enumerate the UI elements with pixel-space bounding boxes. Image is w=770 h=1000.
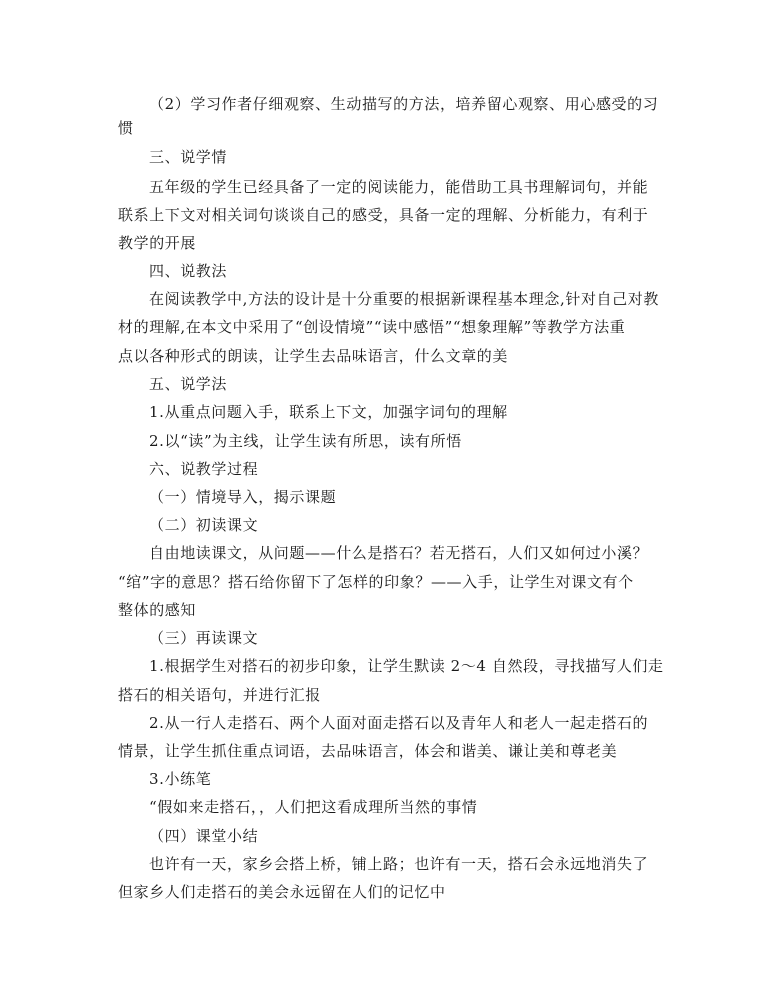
subheading-introduction: （一）情境导入，揭示课题: [149, 488, 337, 506]
subheading-first-reading: （二）初读课文: [149, 516, 259, 534]
text-line-teaching-method-3: 点以各种形式的朗读，让学生去品味语言，什么文章的美: [118, 347, 509, 365]
subheading-summary: （四）课堂小结: [149, 827, 259, 845]
text-line-summary-2: 但家乡人们走搭石的美会永远留在人们的记忆中: [118, 883, 446, 901]
subheading-second-reading: （三）再读课文: [149, 629, 259, 647]
section-heading-learners: 三、说学情: [149, 148, 228, 166]
text-line-teaching-method-2: 材的理解,在本文中采用了“创设情境”“读中感悟”“想象理解”等教学方法重: [118, 318, 626, 336]
text-line-second-reading-3: 2.从一行人走搭石、两个人面对面走搭石以及青年人和老人一起走搭石的: [149, 714, 649, 732]
text-line-teaching-method-1: 在阅读教学中,方法的设计是十分重要的根据新课程基本理念,针对自己对教: [149, 290, 659, 308]
text-line-objective-2-cont: 惯: [118, 119, 134, 137]
text-line-second-reading-2: 搭石的相关语句，并进行汇报: [118, 686, 321, 704]
text-line-first-reading-3: 整体的感知: [118, 601, 197, 619]
text-line-second-reading-1: 1.根据学生对搭石的初步印象，让学生默读 2～4 自然段，寻找描写人们走: [149, 657, 664, 675]
text-line-objective-2: （2）学习作者仔细观察、生动描写的方法，培养留心观察、用心感受的习: [149, 95, 659, 113]
text-line-summary-1: 也许有一天，家乡会搭上桥，铺上路；也许有一天，搭石会永远地消失了: [149, 855, 649, 873]
text-line-first-reading-1: 自由地读课文，从问题——什么是搭石？若无搭石，人们又如何过小溪？: [149, 544, 649, 562]
section-heading-teaching-method: 四、说教法: [149, 262, 228, 280]
text-line-learners-1: 五年级的学生已经具备了一定的阅读能力，能借助工具书理解词句，并能: [149, 178, 649, 196]
text-line-learning-method-1: 1.从重点问题入手，联系上下文，加强字词句的理解: [149, 403, 508, 421]
text-line-first-reading-2: “绾”字的意思？搭石给你留下了怎样的印象？——入手，让学生对课文有个: [118, 573, 634, 591]
text-line-exercise-heading: 3.小练笔: [149, 770, 212, 788]
text-line-exercise: “假如来走搭石，，人们把这看成理所当然的事情: [149, 798, 478, 816]
text-line-learning-method-2: 2.以“读”为主线，让学生读有所思，读有所悟: [149, 432, 462, 450]
text-line-learners-2: 联系上下文对相关词句谈谈自己的感受，具备一定的理解、分析能力，有利于: [118, 206, 649, 224]
text-line-second-reading-4: 情景，让学生抓住重点词语，去品味语言，体会和谐美、谦让美和尊老美: [118, 742, 618, 760]
text-line-learners-3: 教学的开展: [118, 234, 197, 252]
section-heading-process: 六、说教学过程: [149, 460, 259, 478]
section-heading-learning-method: 五、说学法: [149, 375, 228, 393]
